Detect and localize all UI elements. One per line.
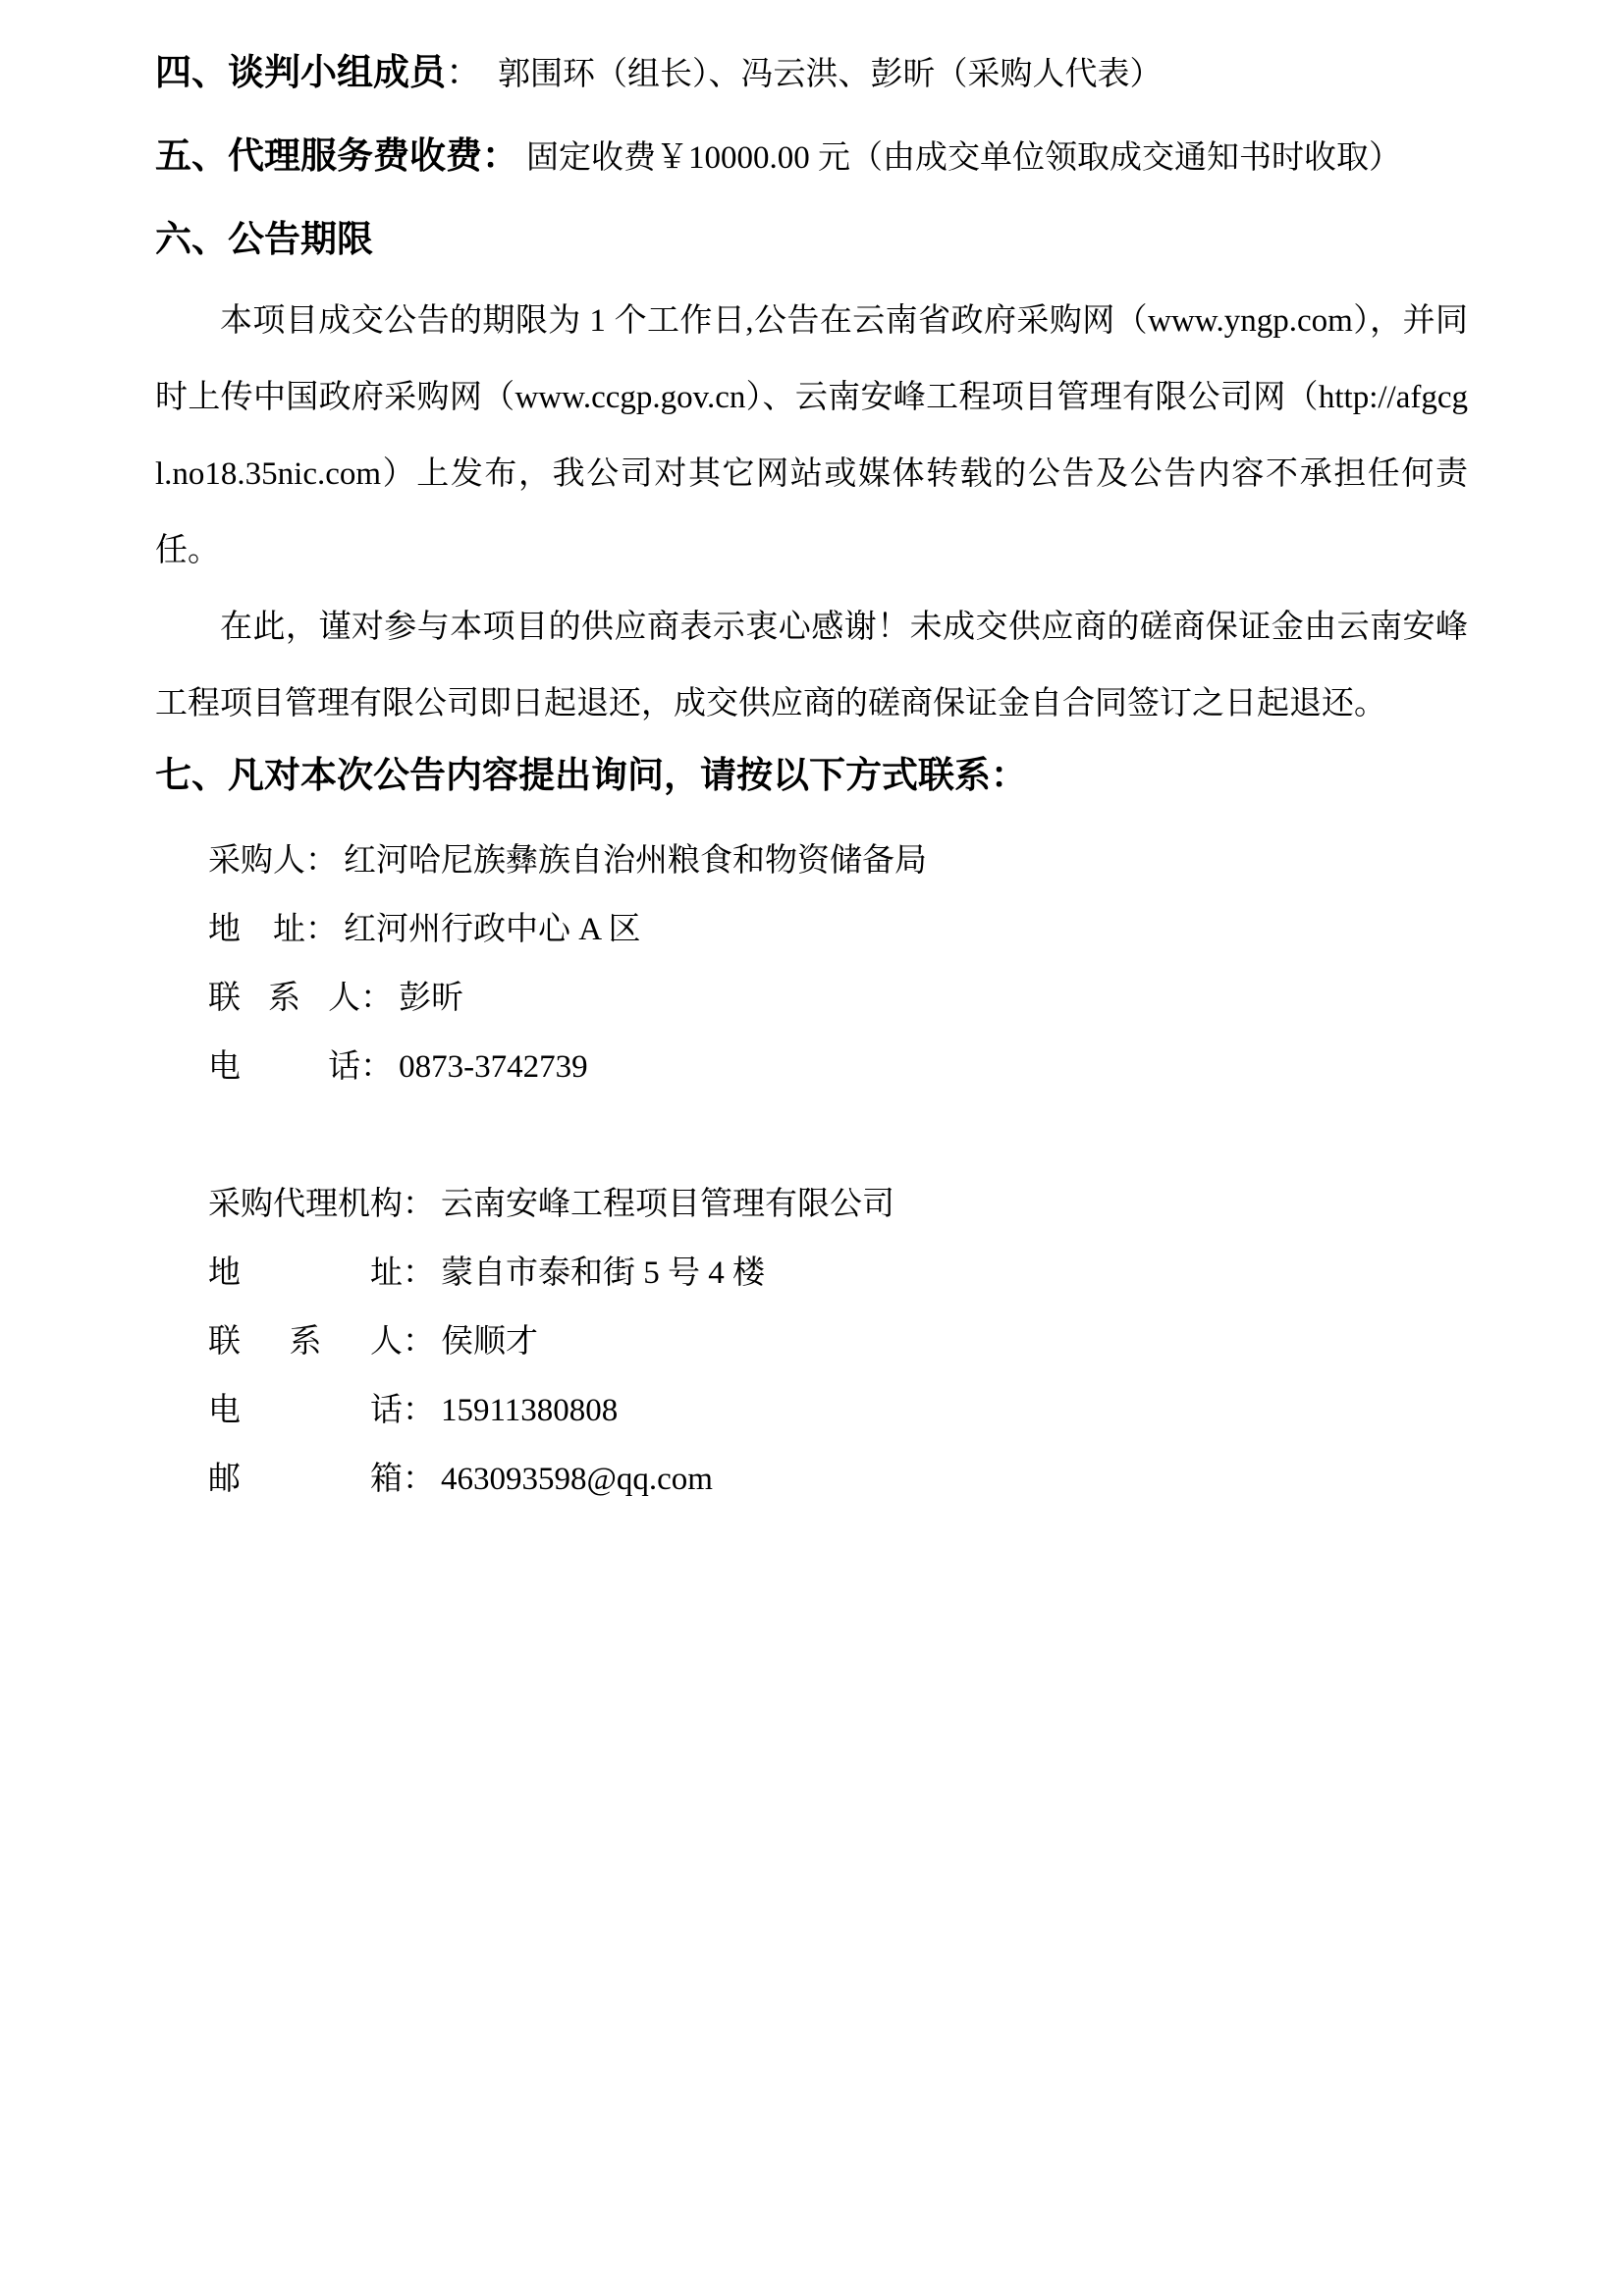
- section-7-heading: 七、凡对本次公告内容提出询问，请按以下方式联系：: [155, 754, 1027, 796]
- contact-label: 地址: [208, 912, 305, 947]
- contact-colon: ：: [305, 912, 338, 947]
- contact-section: [155, 827, 1468, 1514]
- contact-value: 蒙自市泰和街 5 号 4 楼: [441, 1255, 765, 1291]
- contact-value: 侯顺才: [441, 1324, 538, 1360]
- purchaser-contact-person-row: [208, 964, 1468, 1033]
- contact-label: 联系人: [208, 981, 361, 1016]
- purchaser-phone-row: [208, 1033, 1468, 1101]
- contact-colon: ：: [403, 1255, 435, 1291]
- contact-value: 云南安峰工程项目管理有限公司: [441, 1187, 894, 1222]
- purchaser-name-row: [208, 827, 1468, 895]
- contact-colon: ：: [403, 1187, 435, 1222]
- purchaser-address-row: [208, 895, 1468, 964]
- section-5-line: [155, 134, 1468, 180]
- announcement-period-paragraph: 本项目成交公告的期限为 1 个工作日,公告在云南省政府采购网（www.yngp.com），并同时上传中国政府采购网（www.ccgp.gov.cn）、云南安峰工程项目管理有限公司网（http://afgcgl.no18.35nic.com）上发布，我公司对其它网站或媒体转载的公告及公告内容不承担任何责任。: [155, 303, 1468, 568]
- contact-value: 0873-3742739: [399, 1049, 588, 1085]
- purchaser-contact-block: [208, 827, 1468, 1101]
- contact-colon: ：: [305, 843, 338, 879]
- section-5-heading: 五、代理服务费收费：: [155, 134, 518, 177]
- contact-value: 红河哈尼族彝族自治州粮食和物资储备局: [344, 843, 927, 879]
- section-4-line: [155, 51, 1468, 96]
- contact-colon: ：: [360, 1049, 394, 1085]
- contact-colon: ：: [403, 1324, 435, 1360]
- contact-label: 邮箱: [208, 1462, 403, 1497]
- contact-label: 采购人: [208, 843, 305, 879]
- contact-label: 电话: [208, 1049, 361, 1085]
- contact-label: 采购代理机构: [208, 1187, 403, 1222]
- contact-colon: ：: [403, 1462, 435, 1497]
- contact-label: 电话: [208, 1393, 403, 1428]
- section-4-value: 郭围环（组长）、冯云洪、彭昕（采购人代表）: [498, 57, 1163, 92]
- agency-email-row: [208, 1445, 1468, 1514]
- agency-phone-row: [208, 1376, 1468, 1445]
- section-4-colon: ：: [446, 53, 482, 93]
- contact-label: 联系人: [208, 1324, 403, 1360]
- contact-colon: ：: [360, 981, 394, 1016]
- contact-value: 463093598@qq.com: [441, 1462, 713, 1497]
- contact-label: 地址: [208, 1255, 403, 1291]
- agency-name-row: [208, 1170, 1468, 1239]
- section-6-heading: 六、公告期限: [155, 218, 373, 260]
- section-4-heading: 四、谈判小组成员: [155, 51, 446, 93]
- deposit-refund-paragraph: 在此，谨对参与本项目的供应商表示衷心感谢！未成交供应商的磋商保证金由云南安峰工程项目管理有限公司即日起退还，成交供应商的磋商保证金自合同签订之日起退还。: [155, 610, 1468, 721]
- agency-contact-person-row: [208, 1308, 1468, 1376]
- agency-address-row: [208, 1239, 1468, 1308]
- contact-value: 彭昕: [399, 981, 464, 1016]
- contact-value: 红河州行政中心 A 区: [344, 912, 641, 947]
- contact-colon: ：: [403, 1393, 435, 1428]
- contact-value: 15911380808: [441, 1393, 619, 1428]
- section-5-value: 固定收费￥10000.00 元（由成交单位领取成交通知书时收取）: [526, 140, 1401, 176]
- agency-contact-block: [208, 1170, 1468, 1514]
